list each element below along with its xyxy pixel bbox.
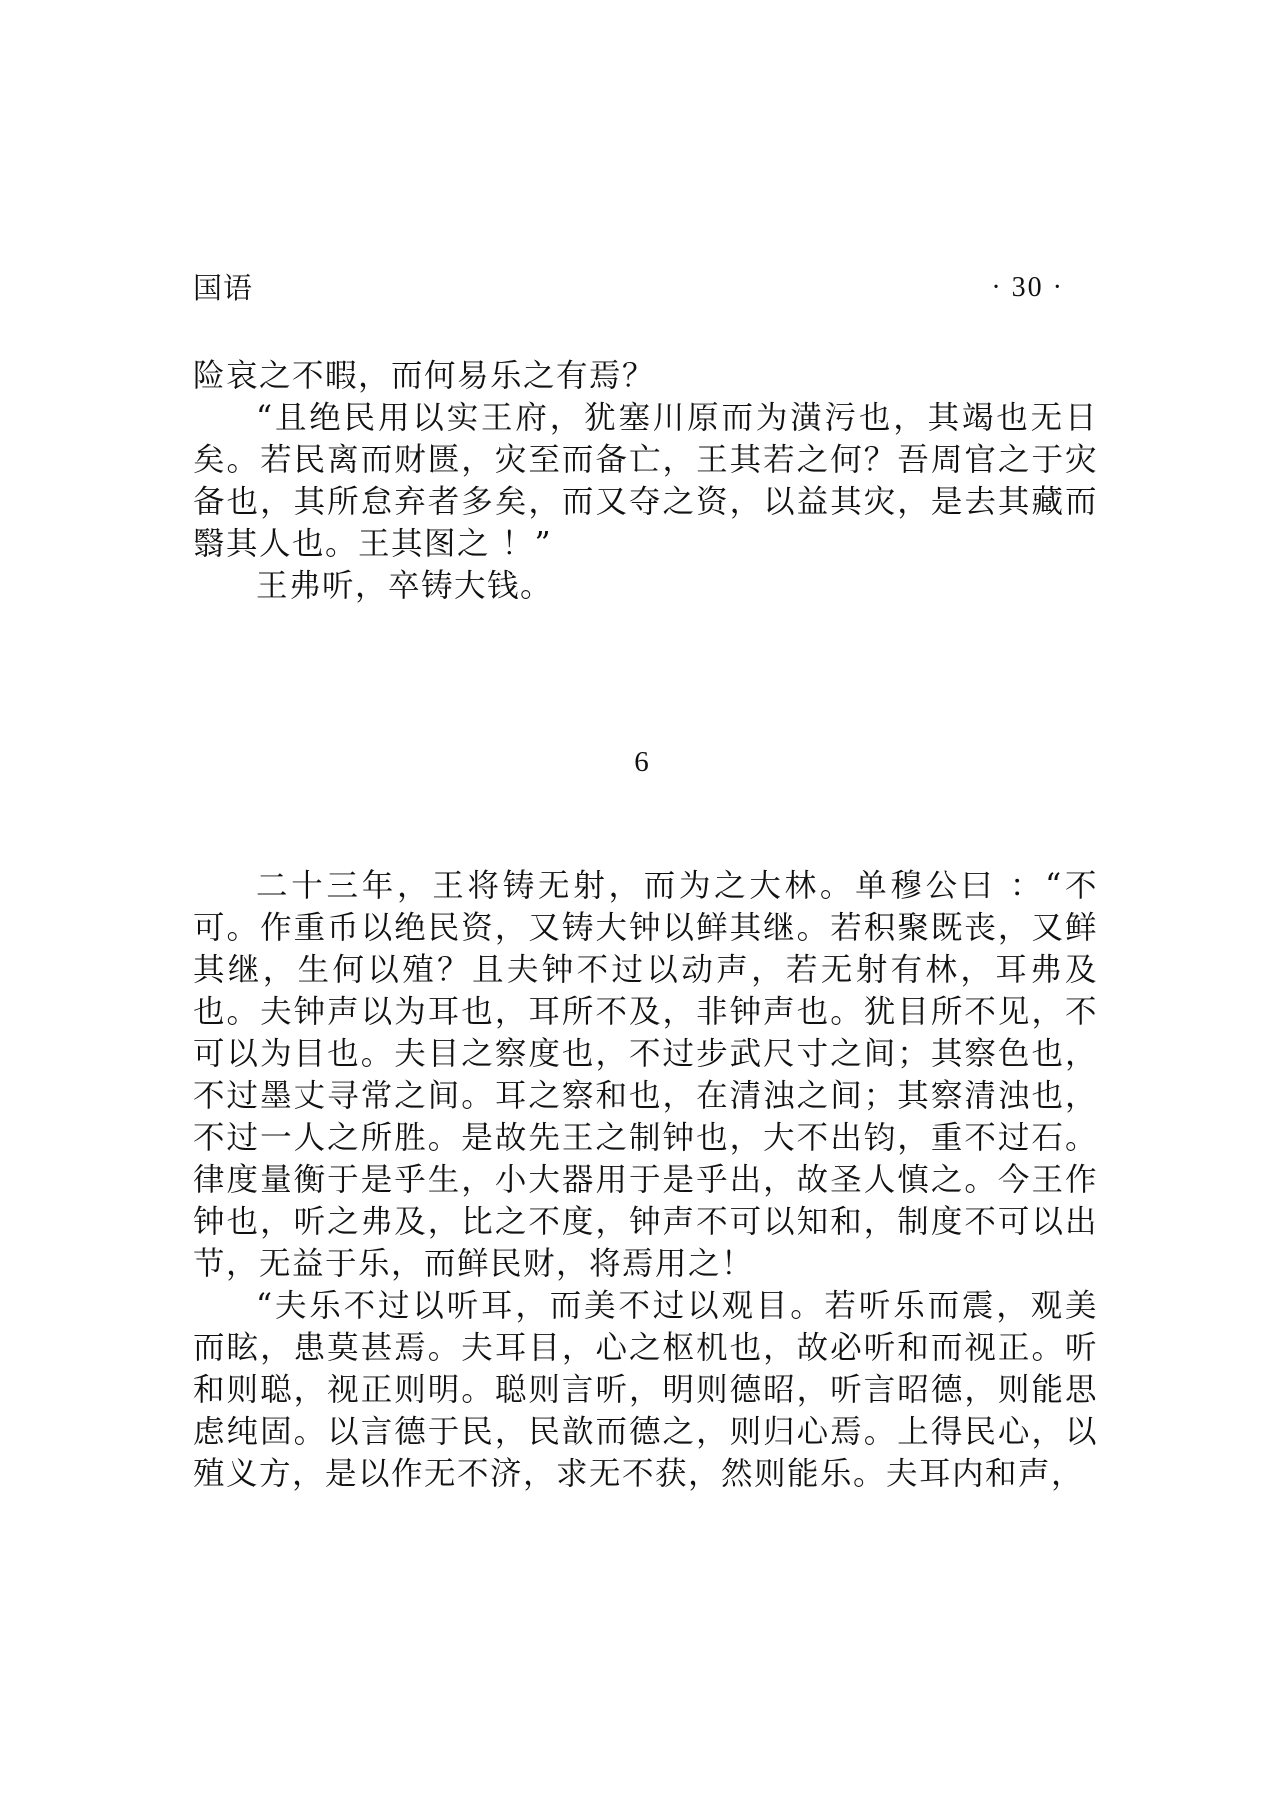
- page-number: · 30 ·: [991, 272, 1064, 303]
- paragraph: 险哀之不暇，而何易乐之有焉？: [193, 358, 656, 394]
- section-number: 6: [634, 746, 649, 778]
- paragraph: “夫乐不过以听耳，而美不过以观目。若听乐而震，观美而眩，患莫甚焉。夫耳目，心之枢机也，故必听和而视正。听和则聪，视正则明。聪则言听，明则德昭，听言昭德，则能思虑纯固。以言德于民，民歆而德之，则归心焉。上得民心，以殖义方，是以作无不济，求无不获，然则能乐。夫耳内和声，: [193, 1288, 1098, 1492]
- paragraph: 二十三年，王将铸无射，而为之大林。单穆公曰 ：“不可。作重币以绝民资，又铸大钟以鲜其继。若积聚既丧，又鲜其继，生何以殖？且夫钟不过以动声，若无射有林，耳弗及也。夫钟声以为耳也，耳所不及，非钟声也。犹目所不见，不可以为目也。夫目之察度也，不过步武尺寸之间；其察色也，不过墨丈寻常之间。耳之察和也，在清浊之间；其察清浊也，不过一人之所胜。是故先王之制钟也，大不出钧，重不过石。律度量衡于是乎生，小大器用于是乎出，故圣人慎之。今王作钟也，听之弗及，比之不度，钟声不可以知和，制度不可以出节，无益于乐，而鲜民财，将焉用之！: [193, 868, 1098, 1282]
- text-section-6: [193, 865, 1098, 1495]
- book-title-header: 国语: [193, 271, 254, 305]
- text-section-continued: [193, 355, 1098, 607]
- paragraph: “且绝民用以实王府，犹塞川原而为潢污也，其竭也无日矣。若民离而财匮，灾至而备亡，王其若之何？吾周官之于灾备也，其所怠弃者多矣，而又夺之资，以益其灾，是去其藏而翳其人也。王其图之 ！”: [193, 400, 1098, 562]
- paragraph: 王弗听，卒铸大钱。: [256, 568, 554, 604]
